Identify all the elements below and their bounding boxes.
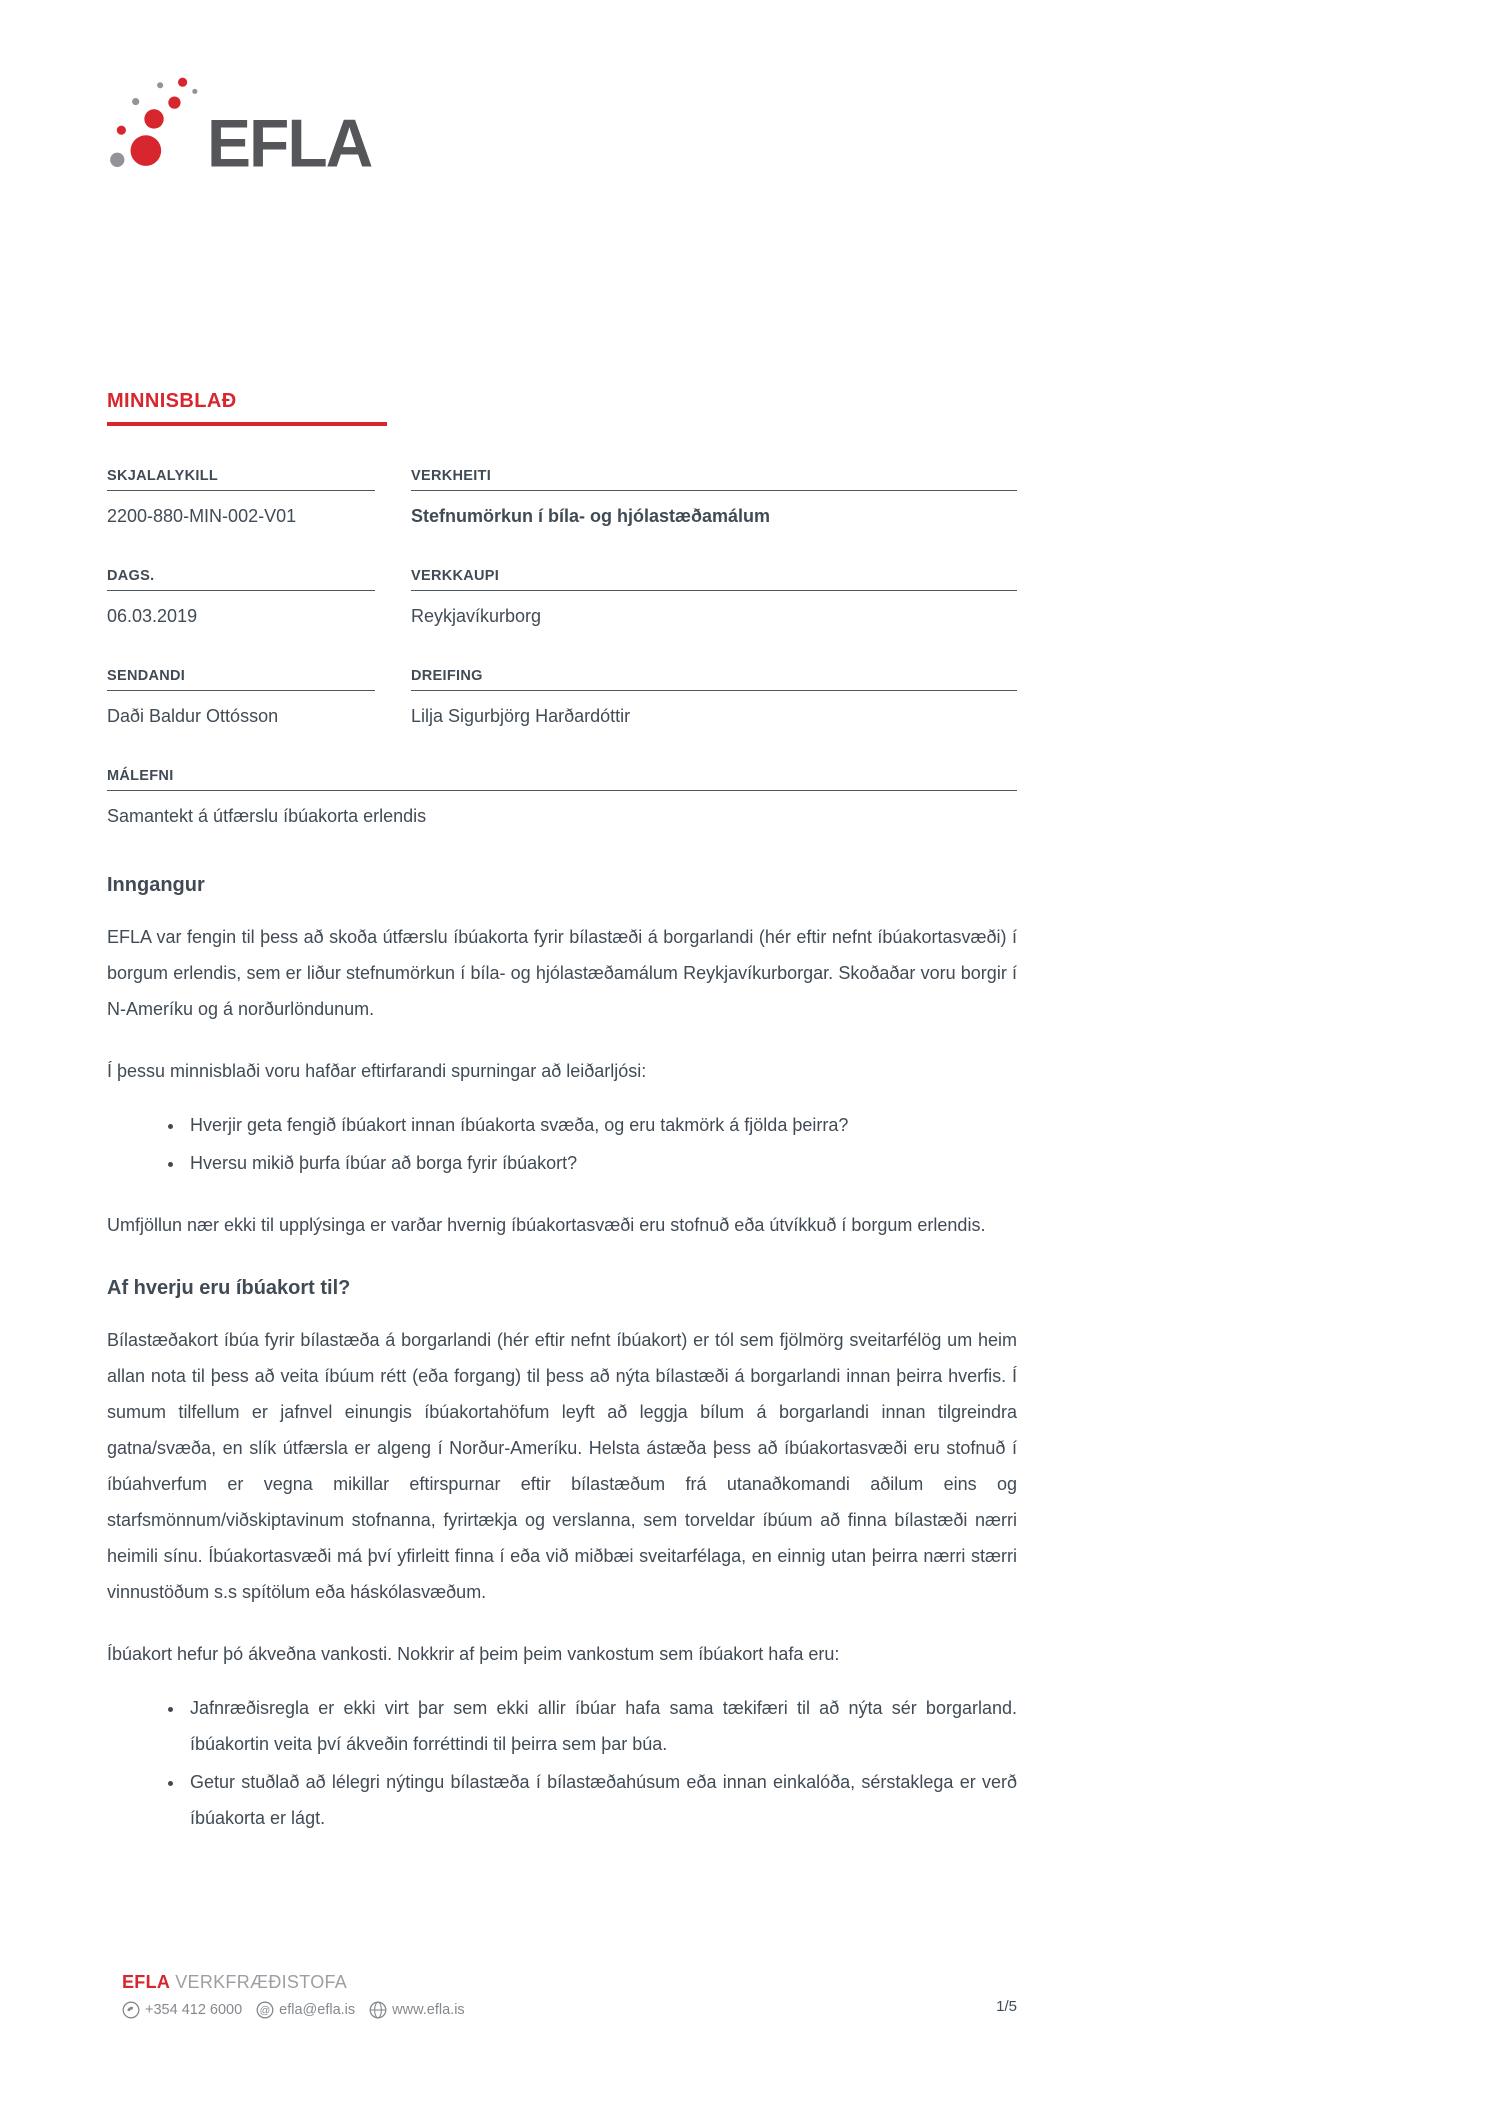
footer-company xyxy=(122,1972,465,1993)
section-heading-af-hverju: Af hverju eru íbúakort til? xyxy=(107,1277,351,1299)
footer-company-type: VERKFRÆÐISTOFA xyxy=(175,1972,348,1992)
field-label: VERKHEITI xyxy=(411,468,1017,491)
bullet-item: • Getur stuðlað að lélegri nýtingu bílastæða í bílastæðahúsum eða innan einkalóða, sérstaklega er verð íbúakorta er lágt. xyxy=(185,1764,1017,1836)
footer-email xyxy=(256,2001,355,2019)
footer-website-text: www.efla.is xyxy=(392,2002,465,2018)
metadata-field-row xyxy=(107,468,1017,528)
field-value: Samantekt á útfærslu íbúakorta erlendis xyxy=(107,806,427,826)
phone-icon xyxy=(122,2001,140,2019)
field-dags xyxy=(107,568,375,628)
field-label: SKJALALYKILL xyxy=(107,468,375,491)
footer-contacts xyxy=(122,2001,465,2019)
paragraph: Umfjöllun nær ekki til upplýsinga er varðar hvernig íbúakortasvæði eru stofnuð eða útvíkkuð í borgum erlendis. xyxy=(107,1215,986,1235)
field-label: VERKKAUPI xyxy=(411,568,1017,591)
field-sendandi xyxy=(107,668,375,728)
paragraph: EFLA var fengin til þess að skoða útfærslu íbúakorta fyrir bílastæði á borgarlandi (hér eftir nefnt íbúakortasvæði) í borgum erlendis, sem er liður stefnumörkun í bíla- og hjólastæðamálum Reykjavíkurborgar. Skoðaðar voru borgir í N-Ameríku og á norðurlöndunum. xyxy=(107,927,1017,1019)
paragraph: Bílastæðakort íbúa fyrir bílastæða á borgarlandi (hér eftir nefnt íbúakort) er tól sem fjölmörg sveitarfélög um heim allan nota til þess að veita íbúum rétt (eða forgang) til þess að nýta bílastæði á borgarlandi innan þeirra hverfis. Í sumum tilfellum er jafnvel einungis íbúakortahöfum leyft að leggja bílum á borgarlandi innan tilgreindra gatna/svæða, en slík útfærsla er algeng í Norður-Ameríku. Helsta ástæða þess að íbúakortasvæði eru stofnuð í íbúahverfum er vegna mikillar eftirspurnar eftir bílastæðum frá utanaðkomandi aðilum eins og starfsmönnum/viðskiptavinum stofnanna, fyrirtækja og verslanna, sem torveldar íbúum að finna bílastæði nærri heimili sínu. Íbúakortasvæði má því yfirleitt finna í eða við miðbæi sveitarfélaga, en einnig utan þeirra nærri stærri vinnustöðum s.s spítölum eða háskólasvæðum. xyxy=(107,1330,1017,1602)
bullet-item: • Hverjir geta fengið íbúakort innan íbúakorta svæða, og eru takmörk á fjölda þeirra? xyxy=(185,1107,1017,1143)
efla-logo-dots-icon xyxy=(107,72,199,170)
field-label: MÁLEFNI xyxy=(107,768,1017,791)
field-value: Stefnumörkun í bíla- og hjólastæðamálum xyxy=(411,506,771,526)
metadata-field-row xyxy=(107,568,1017,628)
bullet-item: • Jafnræðisregla er ekki virt þar sem ekki allir íbúar hafa sama tækifæri til að nýta sér borgarland. íbúakortin veita því ákveðin forréttindi til þeirra sem þar búa. xyxy=(185,1690,1017,1762)
field-verkheiti xyxy=(411,468,1017,528)
field-verkkaupi xyxy=(411,568,1017,628)
footer-website xyxy=(369,2001,465,2019)
field-value: Lilja Sigurbjörg Harðardóttir xyxy=(411,706,631,726)
efla-logo xyxy=(107,72,1017,181)
field-value: 2200-880-MIN-002-V01 xyxy=(107,506,297,526)
footer-email-text: efla@efla.is xyxy=(279,2002,356,2018)
efla-logo-wordmark: EFLA xyxy=(207,105,372,181)
field-label: DAGS. xyxy=(107,568,375,591)
page-number: 1/5 xyxy=(996,1998,1017,2015)
field-value: Daði Baldur Ottósson xyxy=(107,706,279,726)
paragraph: Íbúakort hefur þó ákveðna vankosti. Nokkrir af þeim þeim vankostum sem íbúakort hafa eru: xyxy=(107,1644,840,1664)
field-value: 06.03.2019 xyxy=(107,606,198,626)
metadata-fields xyxy=(107,468,1017,828)
paragraph: Í þessu minnisblaði voru hafðar eftirfarandi spurningar að leiðarljósi: xyxy=(107,1061,647,1081)
section-heading-inngangur: Inngangur xyxy=(107,874,205,896)
bullet-item: • Hversu mikið þurfa íbúar að borga fyrir íbúakort? xyxy=(185,1145,1017,1181)
bullet-list xyxy=(107,1107,1017,1181)
field-dreifing xyxy=(411,668,1017,728)
metadata-field-row xyxy=(107,668,1017,728)
page-footer xyxy=(122,1972,465,2019)
field-skjalalykill xyxy=(107,468,375,528)
field-label: DREIFING xyxy=(411,668,1017,691)
at-icon xyxy=(256,2001,274,2019)
field-label: SENDANDI xyxy=(107,668,375,691)
field-value: Reykjavíkurborg xyxy=(411,606,542,626)
memo-title: MINNISBLAÐ xyxy=(107,390,387,426)
footer-phone xyxy=(122,2001,242,2019)
svg-text:@: @ xyxy=(259,2004,271,2017)
field-malefni xyxy=(107,768,1017,828)
bullet-list xyxy=(107,1690,1017,1836)
footer-phone-text: +354 412 6000 xyxy=(145,2002,243,2018)
globe-icon xyxy=(369,2001,387,2019)
footer-company-name: EFLA xyxy=(122,1972,171,1992)
